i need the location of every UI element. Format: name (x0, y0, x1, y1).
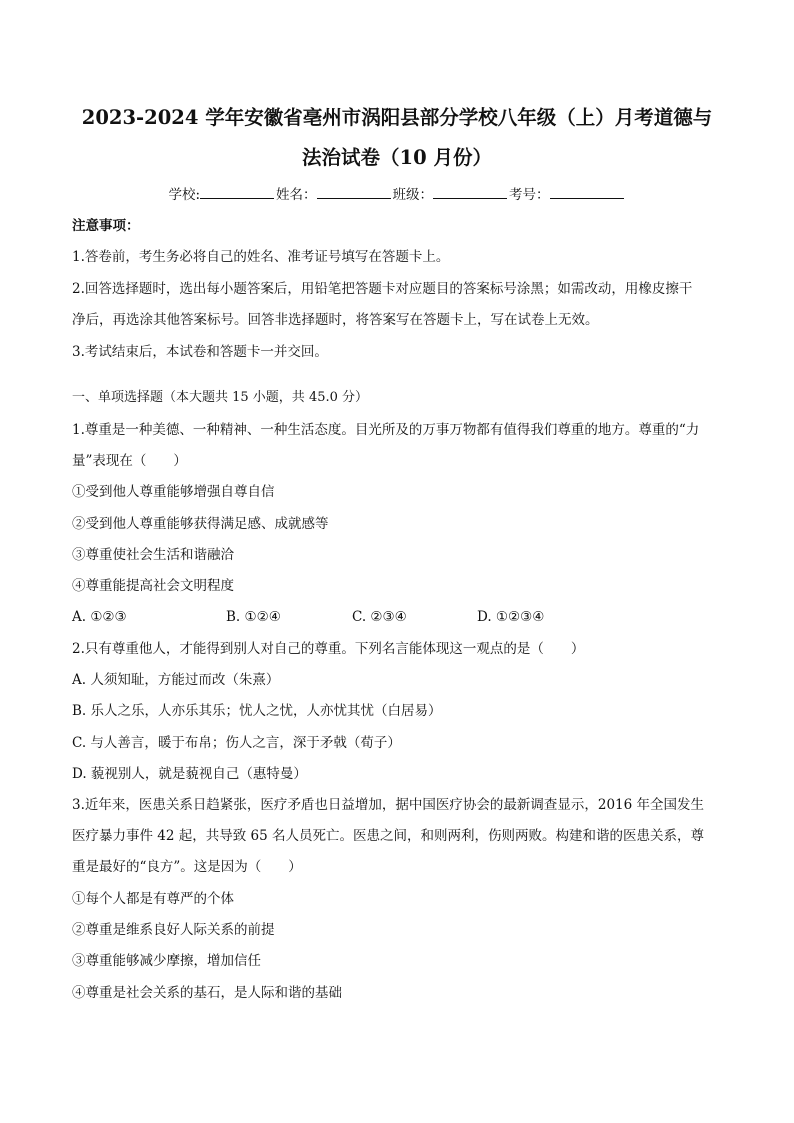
notice-heading: 注意事项： (72, 218, 140, 234)
question-3-stem: 3.近年来，医患关系日趋紧张，医疗矛盾也日益增加，据中国医疗协会的最新调查显示，2016 年全国发生 (72, 797, 705, 813)
student-info-row (0, 186, 794, 204)
question-1-statement: ④尊重能提高社会文明程度 (72, 578, 234, 594)
question-1-stem: 1.尊重是一种美德、一种精神、一种生活态度。目光所及的万事万物都有值得我们尊重的地方。尊重的“力 (72, 422, 700, 438)
question-2-option-d: D. 藐视别人，就是藐视自己（惠特曼） (72, 766, 307, 782)
question-3-stem-cont: 医疗暴力事件 42 起，共导致 65 名人员死亡。医患之间，和则两利，伤则两败。构建和谐的医患关系，尊 (72, 828, 705, 844)
name-blank (317, 186, 391, 199)
exam-title-line-2: 法治试卷（10 月份） (302, 146, 492, 169)
question-1-options (72, 608, 732, 626)
question-1-statement: ②受到他人尊重能够获得满足感、成就感等 (72, 516, 329, 532)
question-3-stem-cont: 重是最好的“良方”。这是因为（ ） (72, 859, 302, 875)
question-1-statement: ①受到他人尊重能够增强自尊自信 (72, 484, 275, 500)
notice-item: 2.回答选择题时，选出每小题答案后，用铅笔把答题卡对应题目的答案标号涂黑；如需改动，用橡皮擦干 (72, 281, 693, 297)
class-blank (433, 186, 507, 199)
exam-title-line-1: 2023-2024 学年安徽省亳州市涡阳县部分学校八年级（上）月考道德与 (81, 106, 713, 129)
notice-item: 净后，再选涂其他答案标号。回答非选择题时，将答案写在答题卡上，写在试卷上无效。 (72, 312, 599, 328)
school-label: 学校: (168, 187, 201, 203)
question-3-statement: ④尊重是社会关系的基石，是人际和谐的基础 (72, 985, 342, 1001)
question-3-statement: ②尊重是维系良好人际关系的前提 (72, 922, 275, 938)
question-3-statement: ①每个人都是有尊严的个体 (72, 891, 234, 907)
section-heading: 一、单项选择题（本大题共 15 小题，共 45.0 分） (72, 390, 369, 405)
name-label: 姓名： (276, 187, 317, 203)
question-2-option-b: B. 乐人之乐，人亦乐其乐；忧人之忧，人亦忧其忧（白居易） (72, 703, 442, 719)
question-2-option-a: A. 人须知耻，方能过而改（朱熹） (72, 672, 280, 688)
notice-item: 1.答卷前，考生务必将自己的姓名、准考证号填写在答题卡上。 (72, 249, 450, 265)
notice-item: 3.考试结束后，本试卷和答题卡一并交回。 (72, 344, 328, 360)
option-b: B. ①②④ (226, 609, 281, 625)
exam-number-blank (550, 186, 624, 199)
question-2-stem: 2.只有尊重他人，才能得到别人对自己的尊重。下列名言能体现这一观点的是（ ） (72, 641, 585, 657)
exam-number-label: 考号： (509, 187, 550, 203)
class-label: 班级： (392, 187, 434, 203)
school-blank (200, 186, 274, 199)
question-1-statement: ③尊重使社会生活和谐融洽 (72, 547, 234, 563)
question-2-option-c: C. 与人善言，暖于布帛；伤人之言，深于矛戟（荀子） (72, 735, 401, 751)
option-a: A. ①②③ (72, 609, 127, 625)
option-d: D. ①②③④ (477, 609, 545, 625)
option-c: C. ②③④ (352, 609, 407, 625)
question-1-stem-cont: 量”表现在（ ） (72, 453, 187, 469)
question-3-statement: ③尊重能够减少摩擦，增加信任 (72, 953, 261, 969)
